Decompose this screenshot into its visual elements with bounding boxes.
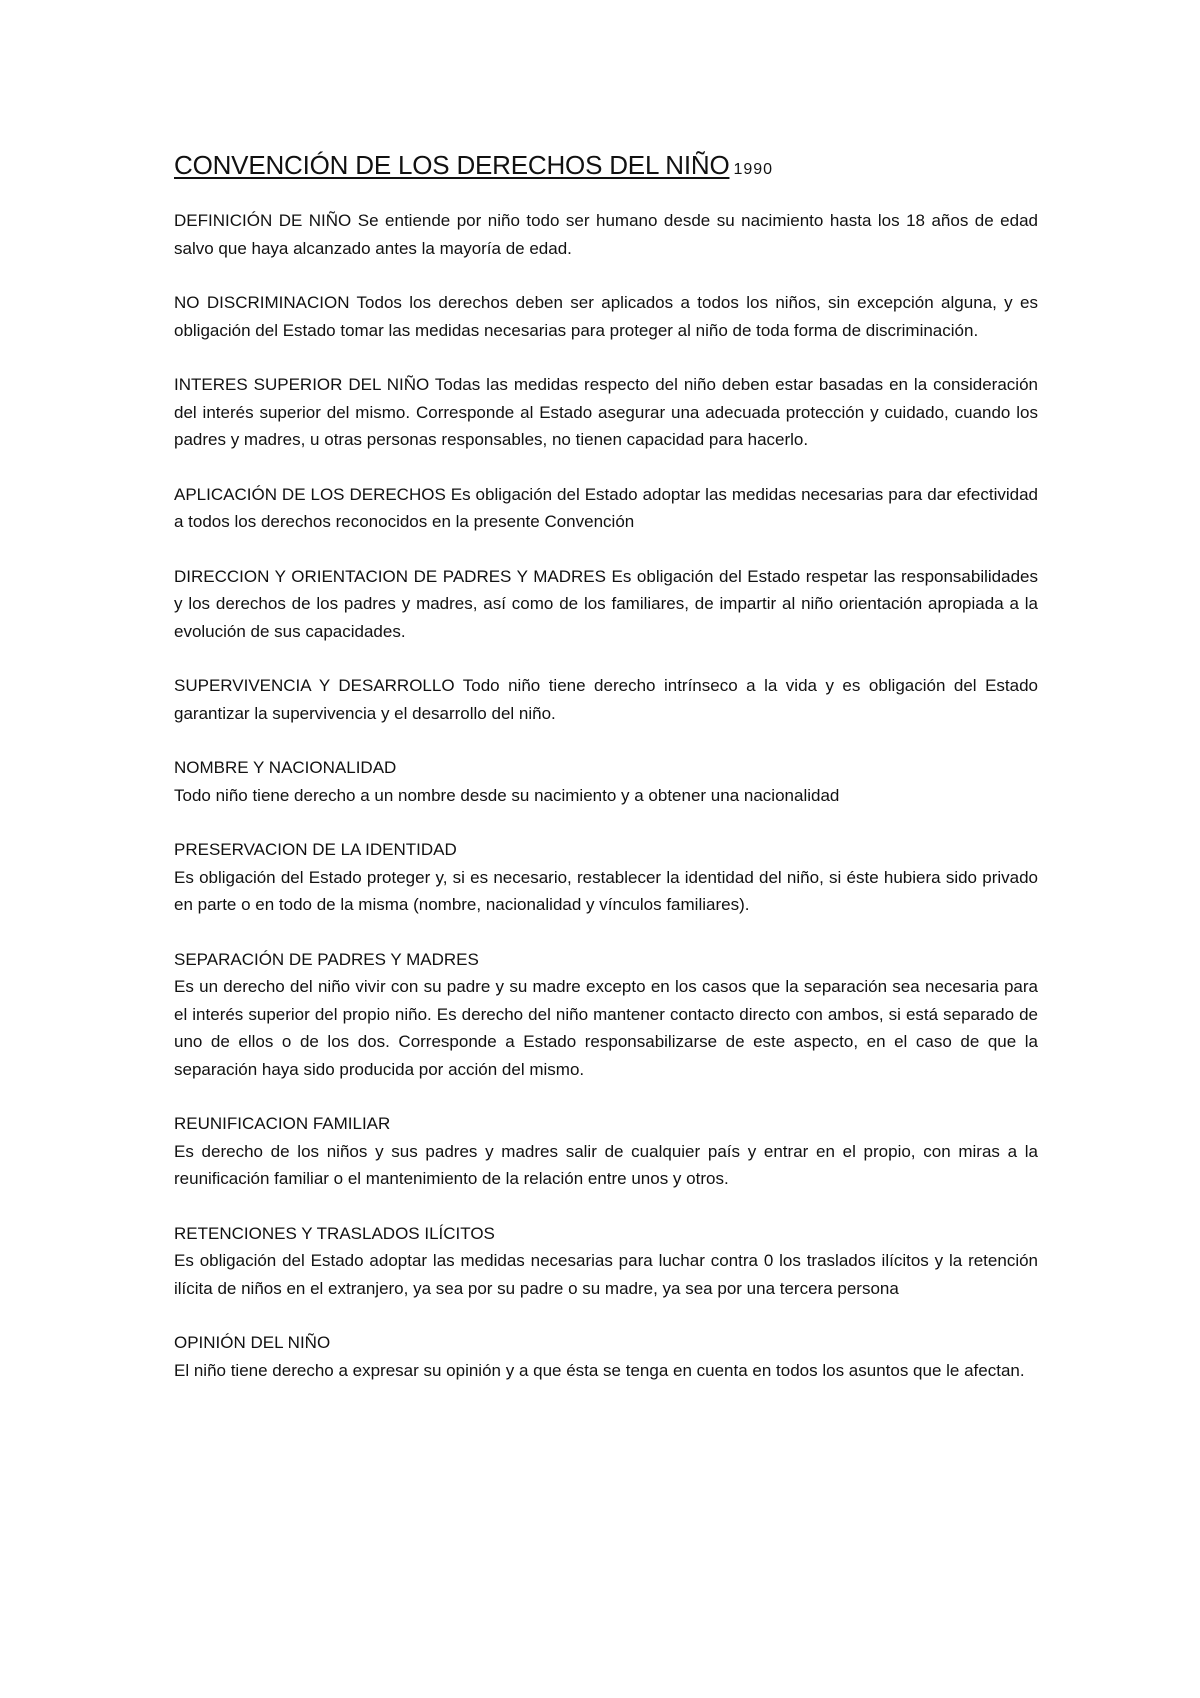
section-heading: OPINIÓN DEL NIÑO <box>174 1333 331 1352</box>
section-heading: APLICACIÓN DE LOS DERECHOS <box>174 484 446 504</box>
section-heading: RETENCIONES Y TRASLADOS ILÍCITOS <box>174 1223 495 1243</box>
section-body: Es obligación del Estado adoptar las medidas necesarias para luchar contra 0 los traslados ilícitos y la retención ilícita de niños en el extranjero, ya sea por su padre o su madre, ya sea por una tercera persona <box>174 1251 1038 1298</box>
section-body: Todo niño tiene derecho intrínseco a la vida y es obligación del Estado garantizar la supervivencia y el desarrollo del niño. <box>174 676 1038 723</box>
section-heading: INTERES SUPERIOR DEL NIÑO <box>174 375 430 394</box>
section-body: Se entiende por niño todo ser humano desde su nacimiento hasta los 18 años de edad salvo que haya alcanzado antes la mayoría de edad. <box>174 211 1038 258</box>
section-body: Todas las medidas respecto del niño deben estar basadas en la consideración del interés superior del mismo. Corresponde al Estado asegurar una adecuada protección y cuidado, cuando los padres y madres, u otras personas responsables, no tienen capacidad para hacerlo. <box>174 375 1038 449</box>
section-heading: REUNIFICACION FAMILIAR <box>174 1114 391 1133</box>
section-body: Es un derecho del niño vivir con su padre y su madre excepto en los casos que la separación sea necesaria para el interés superior del propio niño. Es derecho del niño mantener contacto directo con ambos, si está separado de uno de ellos o de los dos. Corresponde a Estado responsabilizarse de este aspecto, en el caso de que la separación haya sido producida por acción del mismo. <box>174 977 1038 1079</box>
section-heading: DIRECCION Y ORIENTACION DE PADRES Y MADRES <box>174 566 606 586</box>
section-supervivencia <box>174 672 1038 727</box>
section-body: El niño tiene derecho a expresar su opinión y a que ésta se tenga en cuenta en todos los asuntos que le afectan. <box>174 1360 1025 1380</box>
section-interes-superior <box>174 371 1038 454</box>
section-body: Es obligación del Estado proteger y, si es necesario, restablecer la identidad del niño, si éste hubiera sido privado en parte o en todo de la misma (nombre, nacionalidad y vínculos familiares). <box>174 867 1038 914</box>
document-year: 1990 <box>733 161 774 178</box>
section-heading: NOMBRE Y NACIONALIDAD <box>174 758 397 777</box>
section-reunificacion <box>174 1110 1038 1193</box>
section-body: Todo niño tiene derecho a un nombre desde su nacimiento y a obtener una nacionalidad <box>174 785 840 805</box>
section-separacion <box>174 946 1038 1084</box>
section-heading: PRESERVACION DE LA IDENTIDAD <box>174 840 457 859</box>
section-definicion <box>174 207 1038 262</box>
document-title-line <box>174 150 1038 181</box>
section-heading: SEPARACIÓN DE PADRES Y MADRES <box>174 949 479 969</box>
document-title: CONVENCIÓN DE LOS DERECHOS DEL NIÑO <box>174 150 730 180</box>
section-heading: DEFINICIÓN DE NIÑO <box>174 211 352 230</box>
section-aplicacion <box>174 481 1038 536</box>
section-nombre-nacionalidad <box>174 754 1038 809</box>
section-body: Es obligación del Estado respetar las responsabilidades y los derechos de los padres y madres, así como de los familiares, de impartir al niño orientación apropiada a la evolución de sus capacidades. <box>174 566 1038 641</box>
section-opinion <box>174 1329 1038 1384</box>
section-direccion-orientacion <box>174 563 1038 646</box>
section-body: Es obligación del Estado adoptar las medidas necesarias para dar efectividad a todos los derechos reconocidos en la presente Convención <box>174 484 1038 531</box>
section-no-discriminacion <box>174 289 1038 344</box>
section-body: Es derecho de los niños y sus padres y madres salir de cualquier país y entrar en el propio, con miras a la reunificación familiar o el mantenimiento de la relación entre unos y otros. <box>174 1141 1038 1188</box>
section-heading: NO DISCRIMINACION <box>174 293 350 312</box>
section-retenciones-traslados <box>174 1220 1038 1303</box>
section-heading: SUPERVIVENCIA Y DESARROLLO <box>174 676 455 695</box>
section-body: Todos los derechos deben ser aplicados a todos los niños, sin excepción alguna, y es obligación del Estado tomar las medidas necesarias para proteger al niño de toda forma de discriminación. <box>174 293 1039 340</box>
document-page <box>174 150 1038 1411</box>
section-preservacion-identidad <box>174 836 1038 919</box>
